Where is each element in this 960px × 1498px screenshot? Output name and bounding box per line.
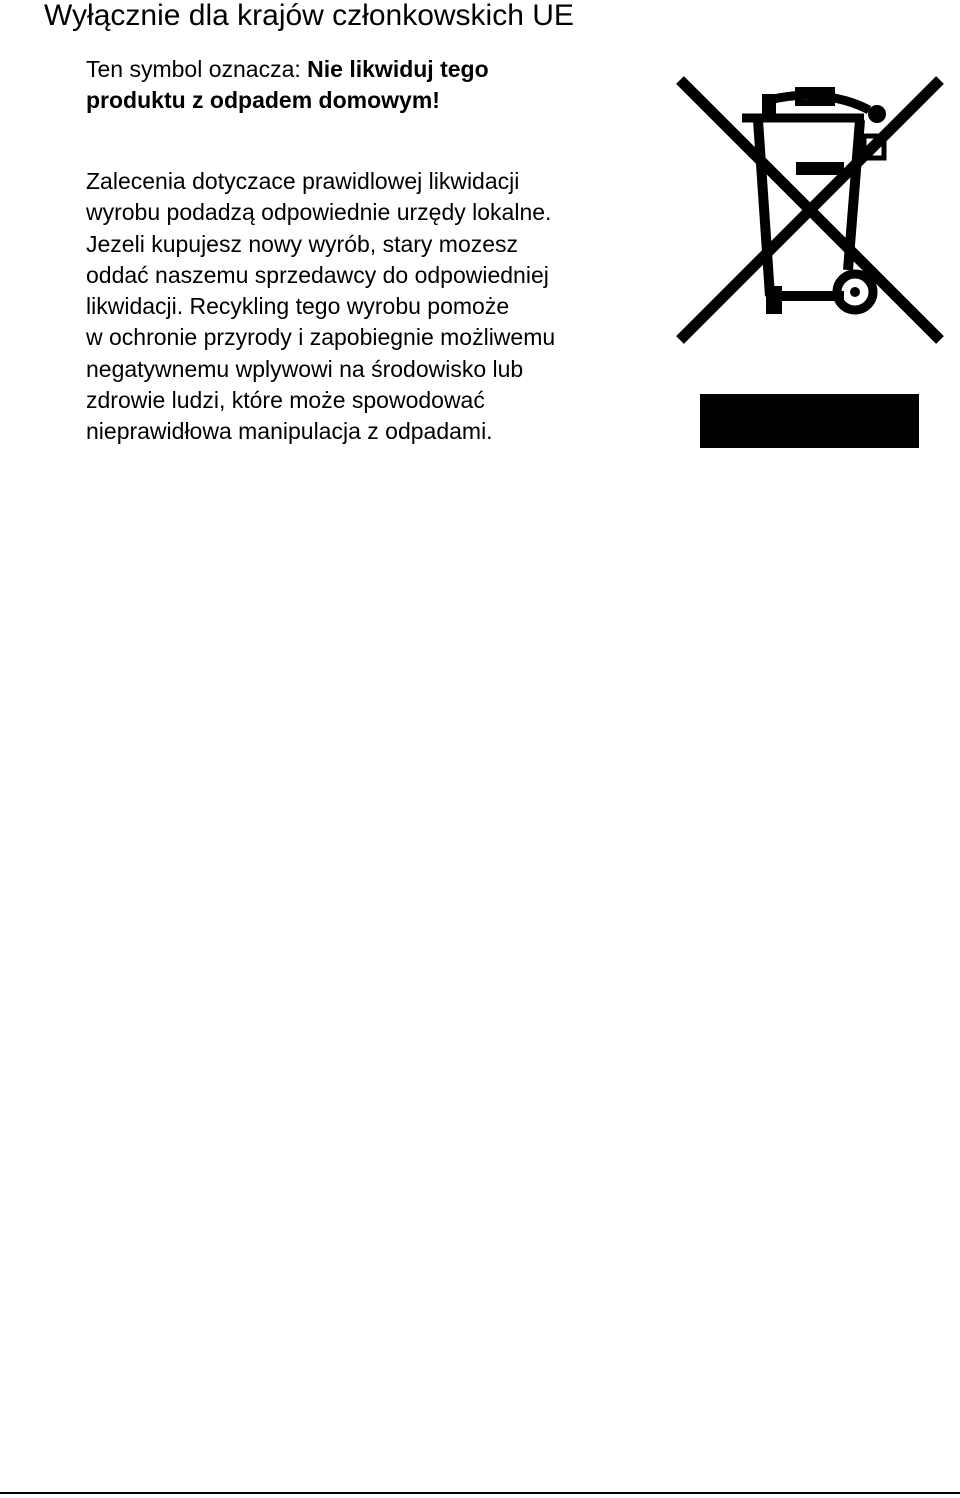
page-title: Wyłącznie dla krajów członkowskich UE: [44, 0, 574, 32]
disposal-advice-paragraph: [86, 166, 686, 448]
symbol-meaning-line-1: [86, 54, 686, 85]
advice-line: oddać naszemu sprzedawcy do odpowiedniej: [86, 261, 549, 288]
advice-line: Jezeli kupujesz nowy wyrób, stary mozesz: [86, 230, 519, 257]
symbol-meaning-emphasis-2: produktu z odpadem domowym!: [86, 87, 440, 114]
footer-divider: [0, 1492, 960, 1494]
advice-line: Zalecenia dotyczace prawidlowej likwidacji: [86, 168, 520, 194]
advice-line: negatywnemu wplywowi na środowisko lub: [86, 355, 524, 382]
advice-line: wyrobu podadzą odpowiednie urzędy lokalne.: [86, 199, 552, 226]
advice-line: nieprawidłowa manipulacja z odpadami.: [86, 418, 493, 445]
advice-line: w ochronie przyrody i zapobiegnie możliwemu: [86, 324, 556, 351]
symbol-meaning-emphasis-1: Nie likwiduj tego: [307, 56, 489, 82]
advice-line: likwidacji. Recykling tego wyrobu pomoże: [86, 293, 510, 320]
symbol-meaning-lead: Ten symbol oznacza:: [86, 56, 308, 82]
advice-line: zdrowie ludzi, które może spowodować: [86, 387, 485, 414]
crossed-out-wheeled-bin-icon: [674, 74, 946, 346]
symbol-meaning-paragraph: [86, 54, 686, 117]
black-bar-marking: [700, 394, 919, 448]
